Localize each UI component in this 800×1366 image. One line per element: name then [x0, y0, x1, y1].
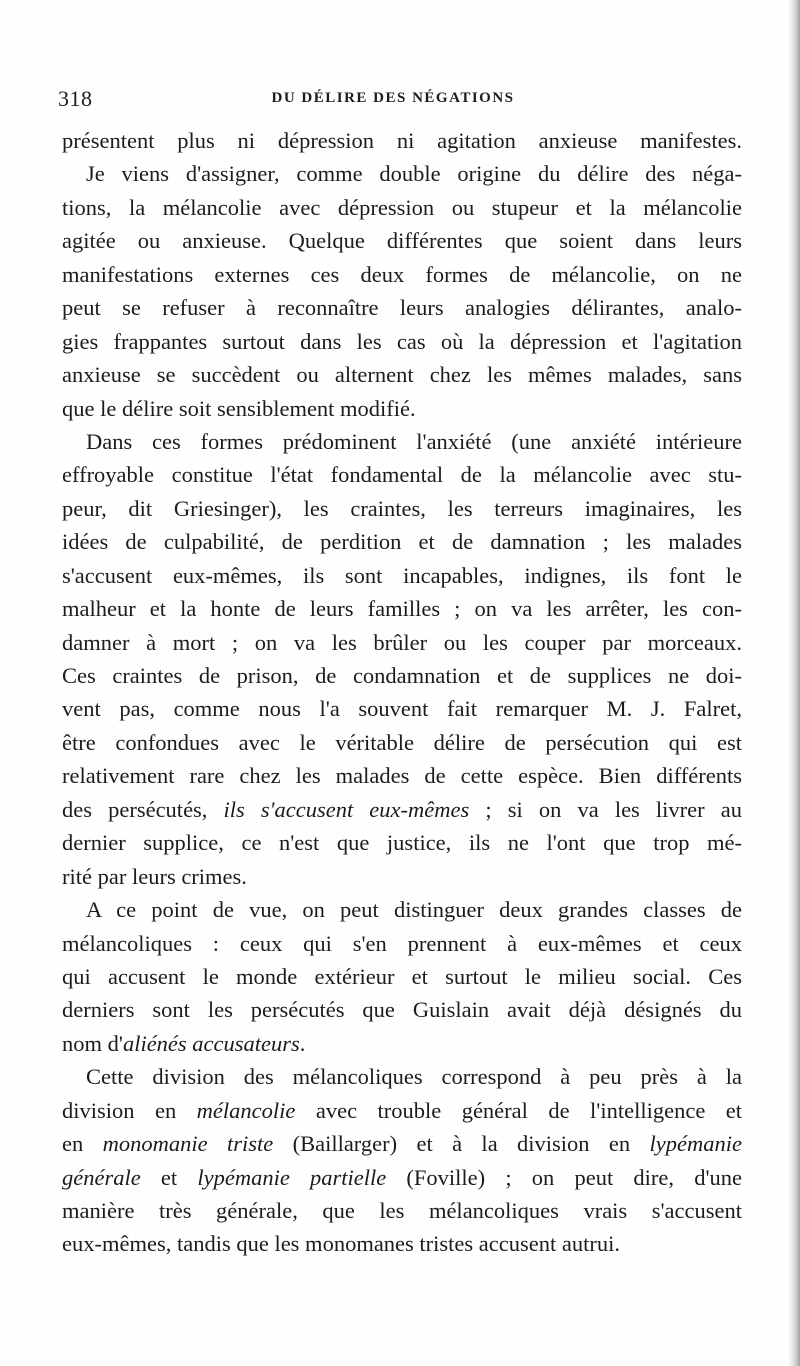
text-segment: A ce point de vue, on peut distinguer deux grandes classes de [86, 897, 742, 923]
text-line [62, 325, 742, 358]
text-segment: qui accusent le monde extérieur et surtout le milieu social. Ces [62, 963, 742, 989]
text-line [62, 993, 742, 1026]
text-segment: Je viens d'assigner, comme double origine du délire des néga- [86, 161, 742, 187]
text-line [62, 692, 742, 725]
text-segment: peur, dit Griesinger), les craintes, les terreurs imaginaires, les [62, 495, 742, 521]
text-segment: ; si on va les livrer au [469, 796, 742, 822]
italic-text: monomanie triste [102, 1131, 274, 1157]
text-line [62, 1060, 742, 1093]
text-line [62, 492, 742, 525]
text-line [62, 458, 742, 491]
text-segment: (Baillarger) et à la division en [273, 1131, 650, 1157]
text-segment: agitée ou anxieuse. Quelque différentes que soient dans leurs [62, 228, 742, 254]
text-segment: manifestations externes ces deux formes de mélancolie, on ne [62, 261, 742, 287]
text-line [62, 960, 742, 993]
text-line [62, 1227, 742, 1260]
text-segment: s'accusent eux-mêmes, ils sont incapables, indignes, ils font le [62, 562, 742, 588]
text-segment: . [299, 1030, 306, 1056]
italic-text: lypémanie [649, 1131, 742, 1157]
text-segment: gies frappantes surtout dans les cas où la dépression et l'agitation [62, 328, 742, 354]
text-segment: des persécutés, [62, 796, 224, 822]
text-segment: relativement rare chez les malades de cette espèce. Bien différents [62, 763, 742, 789]
text-line [62, 291, 742, 324]
text-line [62, 425, 742, 458]
text-segment: manière très générale, que les mélancoliques vrais s'accusent [62, 1198, 742, 1223]
text-segment: anxieuse se succèdent ou alternent chez les mêmes malades, sans [62, 362, 742, 388]
text-segment: Cette division des mélancoliques correspond à peu près à la [86, 1064, 742, 1090]
italic-text: ils s'accusent eux-mêmes [223, 796, 470, 822]
text-segment: présentent plus ni dépression ni agitation anxieuse manifestes. [62, 128, 742, 153]
text-line [62, 191, 742, 224]
text-line [62, 392, 742, 425]
text-segment: effroyable constitue l'état fondamental de la mélancolie avec stu- [62, 462, 742, 488]
text-segment: Ces craintes de prison, de condamnation et de supplices ne doi- [62, 663, 742, 688]
text-segment: malheur et la honte de leurs familles ; on va les arrêter, les con- [62, 596, 742, 622]
text-segment: division en [62, 1097, 197, 1123]
text-segment: peut se refuser à reconnaître leurs analogies délirantes, analo- [62, 295, 742, 321]
text-line [62, 124, 742, 157]
text-line [62, 157, 742, 190]
text-line [62, 860, 742, 893]
text-line [62, 893, 742, 926]
text-line [62, 1161, 742, 1194]
text-line [62, 793, 742, 826]
text-segment: idées de culpabilité, de perdition et de damnation ; les malades [62, 529, 742, 555]
text-line [62, 726, 742, 759]
text-segment: en [62, 1131, 103, 1157]
text-line [62, 525, 742, 558]
text-segment: vent pas, comme nous l'a souvent fait remarquer M. J. Falret, [62, 696, 742, 722]
text-line [62, 1194, 742, 1227]
text-segment: avec trouble général de l'intelligence et [295, 1097, 742, 1123]
body-text [62, 124, 742, 1261]
text-segment: que le délire soit sensiblement modifié. [62, 395, 416, 421]
text-segment: eux-mêmes, tandis que les monomanes tristes accusent autrui. [62, 1231, 620, 1257]
italic-text: mélancolie [196, 1097, 296, 1123]
text-segment: dernier supplice, ce n'est que justice, ils ne l'ont que trop mé- [62, 830, 742, 856]
text-line [62, 826, 742, 859]
text-line [62, 626, 742, 659]
running-head [58, 86, 728, 110]
text-segment: derniers sont les persécutés que Guislain avait déjà désignés du [62, 997, 742, 1023]
text-line [62, 1094, 742, 1127]
text-segment: tions, la mélancolie avec dépression ou stupeur et la mélancolie [62, 194, 742, 220]
text-segment: damner à mort ; on va les brûler ou les couper par morceaux. [62, 629, 742, 655]
text-segment: Dans ces formes prédominent l'anxiété (une anxiété intérieure [86, 428, 742, 454]
text-line [62, 358, 742, 391]
text-line [62, 224, 742, 257]
text-line [62, 759, 742, 792]
text-line [62, 258, 742, 291]
italic-text: aliénés accusateurs [122, 1030, 300, 1056]
text-line [62, 592, 742, 625]
italic-text: lypémanie partielle [197, 1164, 387, 1190]
running-head-title: DU DÉLIRE DES NÉGATIONS [271, 90, 515, 106]
text-line [62, 1127, 742, 1160]
text-segment: mélancoliques : ceux qui s'en prennent à eux-mêmes et ceux [62, 930, 742, 956]
text-line [62, 927, 742, 960]
text-segment: (Foville) ; on peut dire, d'une [386, 1164, 742, 1190]
text-segment: et [140, 1164, 198, 1190]
text-line [62, 559, 742, 592]
text-line [62, 1027, 742, 1060]
page-edge-shadow [788, 0, 800, 1366]
text-segment: rité par leurs crimes. [62, 863, 247, 889]
italic-text: générale [62, 1164, 141, 1190]
page-number: 318 [58, 86, 93, 111]
text-segment: être confondues avec le véritable délire de persécution qui est [62, 729, 742, 755]
text-segment: nom d' [62, 1030, 123, 1056]
text-line [62, 659, 742, 692]
